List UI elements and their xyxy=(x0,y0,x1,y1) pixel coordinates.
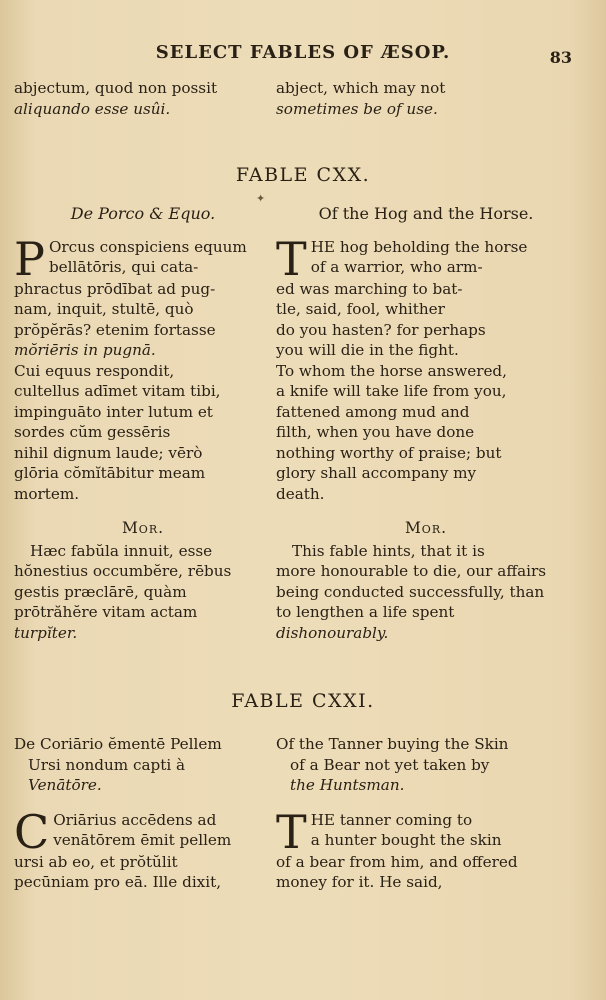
text-line: glory shall accompany my xyxy=(276,464,477,482)
english-title: Of the Hog and the Horse. xyxy=(318,204,534,223)
fable-cxx xyxy=(14,204,576,643)
text-line: Hæc fabŭla innuit, esse xyxy=(30,541,213,560)
ornament-mark: ✦ xyxy=(256,192,266,205)
text-line: nothing worthy of praise; but xyxy=(276,443,502,462)
top-continuation xyxy=(14,78,576,119)
english-column xyxy=(276,734,576,893)
english-title-line: of a Bear not yet taken by xyxy=(290,755,490,774)
fable-title: FABLE CXXI. xyxy=(231,690,375,712)
moral-heading: Mor. xyxy=(404,519,448,537)
text-line: sordes cŭm gessēris xyxy=(14,423,171,441)
text-line: filth, when you have done xyxy=(276,423,475,441)
text-line: hŏnestius occumbĕre, rēbus xyxy=(14,562,232,580)
text-line: mortem. xyxy=(14,484,80,503)
text-line: abjectum, quod non possit xyxy=(14,79,218,97)
text-line: to lengthen a life spent xyxy=(276,603,455,621)
text-line: abject, which may not xyxy=(276,79,446,97)
latin-title-line: Venātōre. xyxy=(28,776,102,794)
drop-cap: T xyxy=(276,231,307,286)
text-line: turpĭter. xyxy=(14,623,78,642)
text-line: ed was marching to bat- xyxy=(276,279,463,298)
latin-column xyxy=(14,204,272,643)
english-title-line: Of the Tanner buying the Skin xyxy=(276,735,509,753)
latin-title-line: De Coriārio ĕmentē Pellem xyxy=(14,735,222,753)
text-line: nam, inquit, stultē, quò xyxy=(14,300,194,318)
english-column xyxy=(276,204,576,643)
text-line: being conducted successfully, than xyxy=(276,582,545,601)
page-number: 83 xyxy=(549,48,572,67)
text-line: Cui equus respondit, xyxy=(14,361,175,380)
text-line: glōria cŏmĭtābitur meam xyxy=(14,464,206,482)
text-line: a knife will take life from you, xyxy=(276,382,507,400)
drop-cap: C xyxy=(14,804,50,859)
text-line: of a warrior, who arm- xyxy=(310,258,483,276)
moral-heading: Mor. xyxy=(121,519,165,537)
text-line: money for it. He said, xyxy=(276,873,443,891)
text-line: nihil dignum laude; vērò xyxy=(14,443,203,462)
text-line: HE tanner coming to xyxy=(310,810,473,829)
text-line: more honourable to die, our affairs xyxy=(276,562,547,580)
text-line: cultellus adīmet vitam tibi, xyxy=(14,382,221,400)
text-line: phractus prōdībat ad pug- xyxy=(14,279,216,298)
text-line: This fable hints, that it is xyxy=(292,541,485,560)
latin-title-line: Ursi nondum capti à xyxy=(28,755,186,774)
text-line: tle, said, fool, whither xyxy=(276,300,445,318)
text-line: Orcus conspiciens equum xyxy=(48,237,247,256)
text-line: Oriārius accēdens ad xyxy=(53,810,217,829)
text-line: you will die in the fight. xyxy=(276,341,459,359)
text-line: gestis præclārē, quàm xyxy=(14,582,187,601)
text-line: bellātōris, qui cata- xyxy=(48,258,199,276)
text-line: sometimes be of use. xyxy=(276,99,438,118)
running-head: SELECT FABLES OF ÆSOP. xyxy=(155,42,451,63)
fable-cxxi xyxy=(14,734,576,893)
text-line: impinguāto inter lutum et xyxy=(14,402,213,421)
text-line: pecūniam pro eā. Ille dixit, xyxy=(14,873,222,891)
text-line: do you hasten? for perhaps xyxy=(276,320,486,339)
text-line: death. xyxy=(276,484,325,503)
latin-title: De Porco & Equo. xyxy=(70,204,216,223)
text-line: prŏpĕrās? etenim fortasse xyxy=(14,320,216,339)
text-line: aliquando esse usûi. xyxy=(14,99,171,118)
text-line: venātōrem ēmit pellem xyxy=(53,831,232,849)
text-line: of a bear from him, and offered xyxy=(276,852,518,871)
text-line: mŏriēris in pugnā. xyxy=(14,341,156,359)
drop-cap: T xyxy=(276,804,307,859)
text-line: a hunter bought the skin xyxy=(310,831,502,849)
text-line: fattened among mud and xyxy=(276,402,470,421)
fable-title: FABLE CXX. xyxy=(235,164,371,186)
text-line: To whom the horse answered, xyxy=(276,361,507,380)
text-line: dishonourably. xyxy=(276,623,389,642)
text-line: prōtrăhĕre vitam actam xyxy=(14,603,198,621)
text-line: ursi ab eo, et prŏtŭlit xyxy=(14,852,178,871)
text-line: HE hog beholding the horse xyxy=(310,237,528,256)
english-title-line: the Huntsman. xyxy=(290,776,405,794)
latin-column xyxy=(14,734,272,893)
drop-cap: P xyxy=(14,231,45,286)
